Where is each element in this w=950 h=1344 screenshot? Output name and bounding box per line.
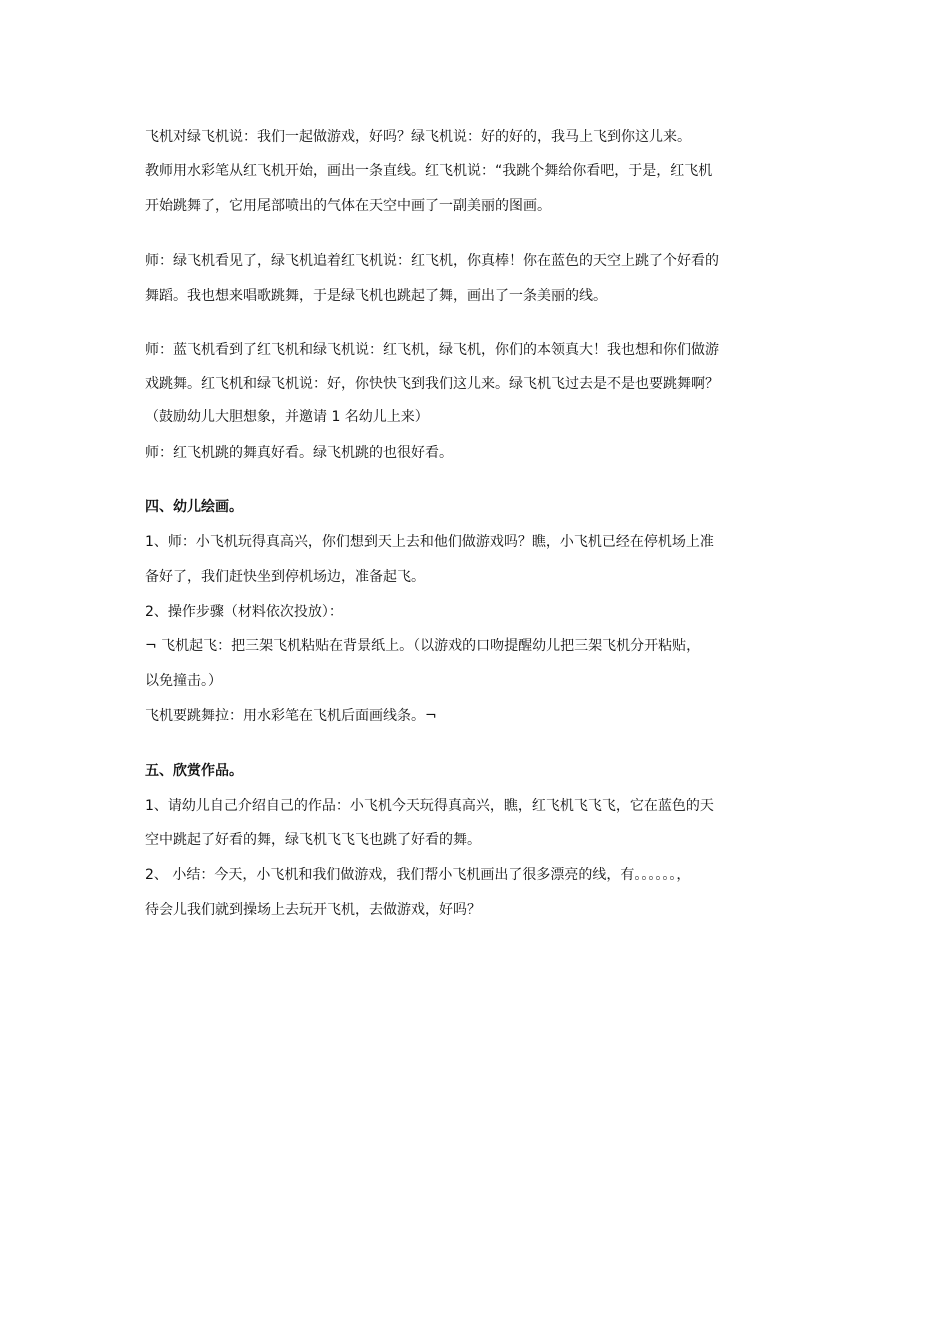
paragraph-line: 师：绿飞机看见了，绿飞机追着红飞机说：红飞机，你真棒！你在蓝色的天空上跳了个好看的: [145, 253, 719, 269]
paragraph-line: ¬ 飞机起飞：把三架飞机粘贴在背景纸上。（以游戏的口吻提醒幼儿把三架飞机分开粘贴，: [145, 638, 701, 654]
section-heading-appreciation: 五、欣赏作品。: [145, 763, 243, 779]
paragraph-line: 开始跳舞了，它用尾部喷出的气体在天空中画了一副美丽的图画。: [145, 198, 551, 214]
paragraph-line: 1、师：小飞机玩得真高兴，你们想到天上去和他们做游戏吗？瞧，小飞机已经在停机场上准: [145, 534, 714, 550]
paragraph-line: （鼓励幼儿大胆想象，并邀请 1 名幼儿上来）: [145, 409, 429, 425]
paragraph-line: 舞蹈。我也想来唱歌跳舞，于是绿飞机也跳起了舞，画出了一条美丽的线。: [145, 288, 607, 304]
paragraph-line: 2、 小结：今天，小飞机和我们做游戏，我们帮小飞机画出了很多漂亮的线，有。。。。。。，: [145, 867, 691, 883]
paragraph-line: 戏跳舞。红飞机和绿飞机说：好，你快快飞到我们这儿来。绿飞机飞过去是不是也要跳舞啊？: [145, 376, 719, 392]
paragraph-line: 师：红飞机跳的舞真好看。绿飞机跳的也很好看。: [145, 445, 453, 461]
paragraph-line: 教师用水彩笔从红飞机开始，画出一条直线。红飞机说：“我跳个舞给你看吧，于是，红飞机: [145, 163, 713, 179]
paragraph-line: 2、操作步骤（材料依次投放）：: [145, 604, 343, 620]
paragraph-line: 飞机要跳舞拉：用水彩笔在飞机后面画线条。¬: [145, 708, 437, 724]
paragraph-line: 备好了，我们赶快坐到停机场边，准备起飞。: [145, 569, 425, 585]
paragraph-line: 以免撞击。）: [145, 673, 222, 689]
paragraph-line: 空中跳起了好看的舞，绿飞机飞飞飞也跳了好看的舞。: [145, 832, 481, 848]
paragraph-line: 飞机对绿飞机说：我们一起做游戏，好吗？绿飞机说：好的好的，我马上飞到你这儿来。: [145, 129, 691, 145]
paragraph-line: 1、请幼儿自己介绍自己的作品：小飞机今天玩得真高兴，瞧，红飞机飞飞飞，它在蓝色的天: [145, 798, 714, 814]
section-heading-drawing: 四、幼儿绘画。: [145, 499, 243, 515]
paragraph-line: 待会儿我们就到操场上去玩开飞机，去做游戏，好吗？: [145, 902, 481, 918]
paragraph-line: 师：蓝飞机看到了红飞机和绿飞机说：红飞机，绿飞机，你们的本领真大！我也想和你们做游: [145, 342, 719, 358]
